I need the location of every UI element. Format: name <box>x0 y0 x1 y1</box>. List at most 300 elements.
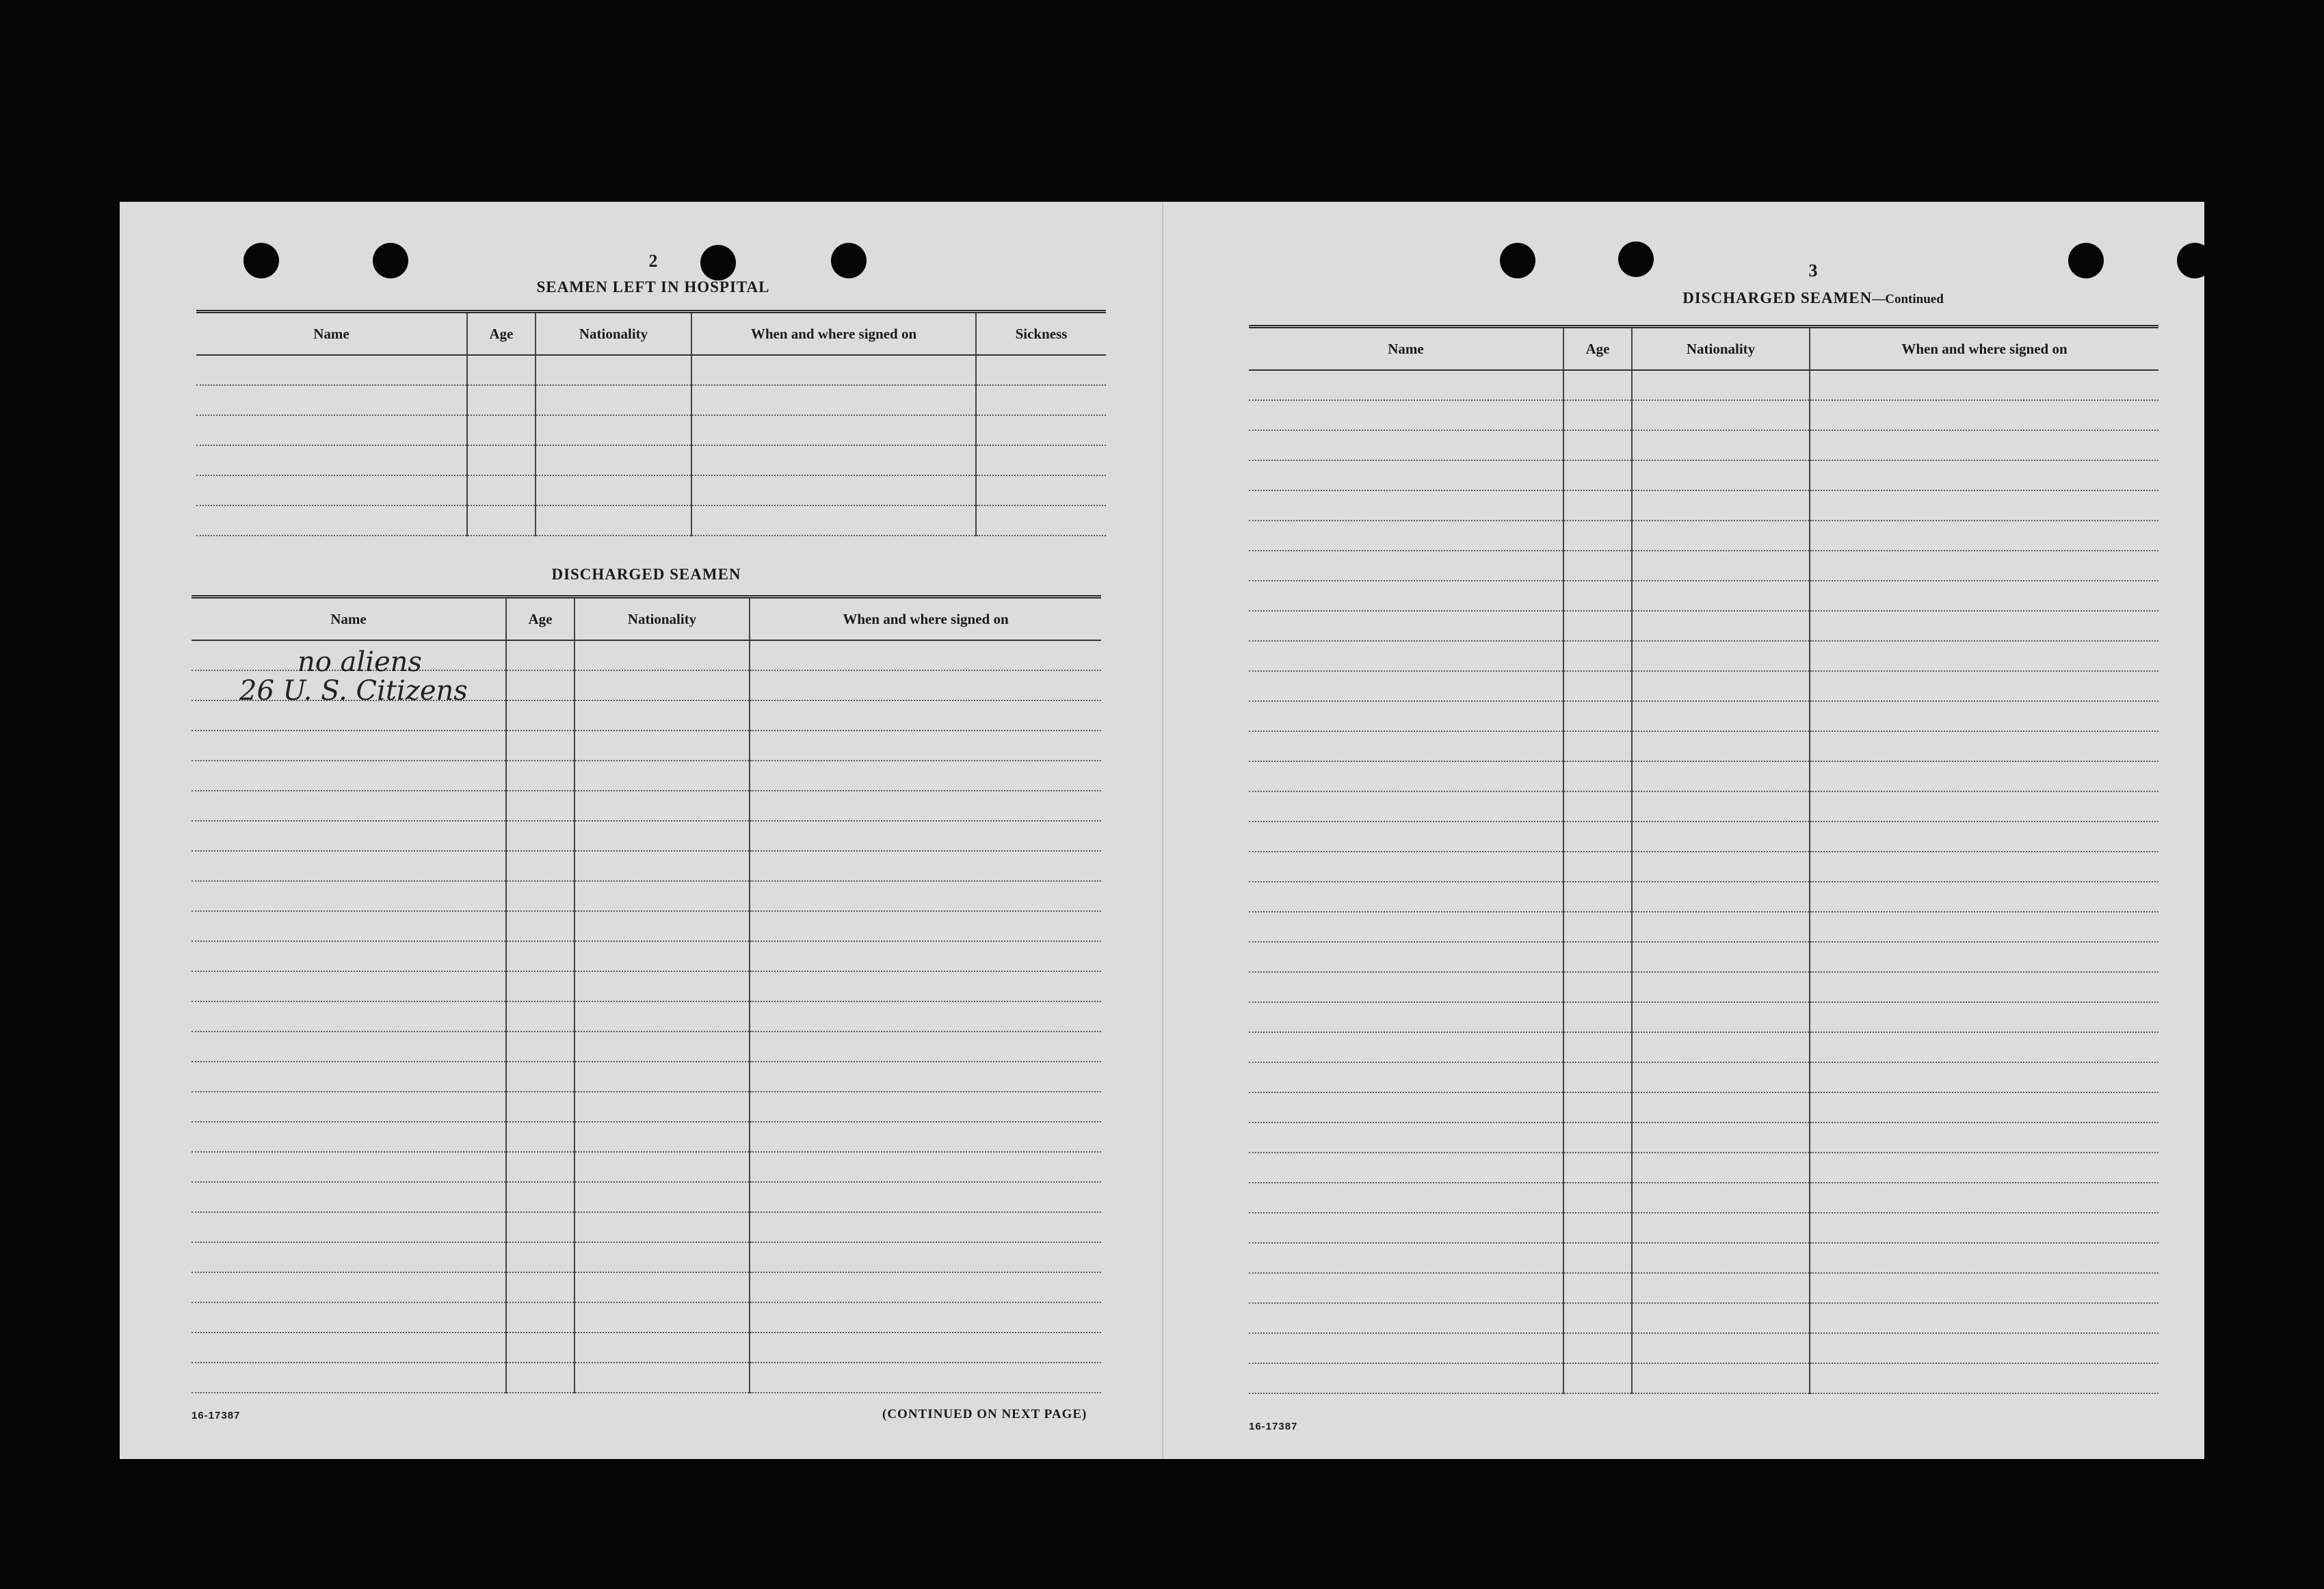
table-row <box>192 851 1101 881</box>
table-cell <box>1249 460 1563 490</box>
hospital-table <box>196 310 1106 536</box>
table-cell <box>575 911 750 941</box>
table-cell <box>192 1152 506 1182</box>
section-title-text: DISCHARGED SEAMEN <box>1682 289 1873 306</box>
table-cell <box>575 731 750 761</box>
table-cell <box>1810 1122 2158 1153</box>
table-cell <box>1563 490 1632 521</box>
table-cell <box>1810 490 2158 521</box>
table-cell <box>1249 701 1563 731</box>
table-cell <box>1563 1363 1632 1393</box>
table-cell <box>1632 972 1810 1002</box>
table-row <box>192 1302 1101 1332</box>
table-cell <box>196 385 467 415</box>
table-cell <box>1810 1333 2158 1363</box>
table-cell <box>1563 852 1632 882</box>
table-row <box>196 505 1106 536</box>
table-cell <box>1810 1243 2158 1273</box>
table-cell <box>1249 1273 1563 1303</box>
table-row <box>1249 1303 2158 1333</box>
table-cell <box>1810 791 2158 822</box>
table-cell <box>1563 1183 1632 1213</box>
table-cell <box>1810 430 2158 460</box>
table-cell <box>536 445 691 475</box>
table-cell <box>1249 521 1563 551</box>
table-cell <box>1632 1243 1810 1273</box>
table-row <box>196 445 1106 475</box>
table-cell <box>506 1272 575 1302</box>
table-cell <box>536 355 691 385</box>
table-cell <box>1632 490 1810 521</box>
table-cell <box>192 731 506 761</box>
table-row <box>192 1212 1101 1242</box>
table-row <box>1249 1273 2158 1303</box>
table-cell <box>192 1032 506 1062</box>
table-cell <box>1810 972 2158 1002</box>
table-cell <box>1249 942 1563 972</box>
column-header: Name <box>1249 327 1563 371</box>
table-row <box>196 385 1106 415</box>
table-cell <box>1563 430 1632 460</box>
table-cell <box>1249 1213 1563 1243</box>
table-cell <box>506 1242 575 1272</box>
right-page <box>1162 202 2204 1459</box>
table-cell <box>1563 611 1632 641</box>
table-row <box>1249 1183 2158 1213</box>
table-cell <box>750 791 1101 821</box>
column-header: Nationality <box>536 312 691 356</box>
table-cell <box>1810 1303 2158 1333</box>
table-cell <box>750 700 1101 731</box>
punch-hole <box>373 243 408 278</box>
table-cell <box>506 1032 575 1062</box>
punch-hole <box>2068 243 2104 278</box>
table-cell <box>1249 1183 1563 1213</box>
form-number: 16-17387 <box>192 1410 241 1421</box>
table-cell <box>1632 942 1810 972</box>
table-cell <box>1563 1243 1632 1273</box>
table-cell <box>1810 822 2158 852</box>
table-cell <box>506 1363 575 1393</box>
table-cell <box>506 731 575 761</box>
table-cell <box>976 355 1106 385</box>
discharged-section-title: DISCHARGED SEAMEN <box>551 566 741 583</box>
table-cell <box>575 670 750 700</box>
table-cell <box>1563 1122 1632 1153</box>
table-cell <box>1563 1333 1632 1363</box>
table-cell <box>575 1302 750 1332</box>
table-cell <box>506 881 575 911</box>
table-cell <box>1563 701 1632 731</box>
table-cell <box>1249 972 1563 1002</box>
table-cell <box>750 1092 1101 1122</box>
table-cell <box>750 1212 1101 1242</box>
table-cell <box>1563 1303 1632 1333</box>
table-cell <box>506 791 575 821</box>
table-cell <box>1632 1002 1810 1032</box>
table-row <box>1249 641 2158 671</box>
table-cell <box>691 445 976 475</box>
table-cell <box>750 1152 1101 1182</box>
table-cell <box>192 1182 506 1212</box>
table-cell <box>1632 1213 1810 1243</box>
discharged-seamen-continued-table <box>1249 325 2158 1394</box>
table-cell <box>1249 551 1563 581</box>
table-row <box>1249 581 2158 611</box>
table-cell <box>575 791 750 821</box>
table-row <box>1249 1153 2158 1183</box>
table-cell <box>506 761 575 791</box>
table-cell <box>1249 912 1563 942</box>
table-row <box>192 791 1101 821</box>
table-row <box>192 1032 1101 1062</box>
table-row <box>1249 1243 2158 1273</box>
table-cell <box>1563 551 1632 581</box>
column-header: Name <box>192 597 506 641</box>
table-cell <box>467 355 536 385</box>
table-cell <box>1563 1092 1632 1122</box>
table-cell <box>750 640 1101 670</box>
table-cell <box>691 355 976 385</box>
table-cell <box>1249 1062 1563 1092</box>
table-cell <box>1810 761 2158 791</box>
table-cell <box>1563 791 1632 822</box>
table-cell <box>1810 370 2158 400</box>
table-cell <box>1563 1273 1632 1303</box>
table-row <box>196 415 1106 445</box>
table-cell <box>506 1001 575 1032</box>
table-row <box>1249 701 2158 731</box>
table-cell <box>750 851 1101 881</box>
table-row <box>1249 400 2158 430</box>
table-cell <box>1632 701 1810 731</box>
column-header: Name <box>196 312 467 356</box>
table-cell <box>1249 1032 1563 1062</box>
table-row <box>196 475 1106 505</box>
table-cell <box>575 1182 750 1212</box>
table-cell <box>1810 701 2158 731</box>
table-row <box>192 1092 1101 1122</box>
table-cell <box>1249 611 1563 641</box>
table-cell <box>506 670 575 700</box>
punch-hole <box>700 245 736 280</box>
table-cell <box>1810 521 2158 551</box>
table-cell <box>506 1302 575 1332</box>
table-cell <box>1249 1002 1563 1032</box>
column-header: Nationality <box>575 597 750 641</box>
table-cell <box>192 761 506 791</box>
table-row <box>192 821 1101 851</box>
column-header: Sickness <box>976 312 1106 356</box>
table-cell <box>1810 551 2158 581</box>
table-cell <box>1810 1213 2158 1243</box>
table-cell <box>1563 1153 1632 1183</box>
table-cell <box>1810 581 2158 611</box>
table-cell <box>750 761 1101 791</box>
table-row <box>192 1242 1101 1272</box>
table-row <box>1249 822 2158 852</box>
table-cell <box>1249 1153 1563 1183</box>
table-cell <box>536 385 691 415</box>
table-cell <box>1810 611 2158 641</box>
table-cell <box>192 1092 506 1122</box>
left-page <box>120 202 1162 1459</box>
table-cell <box>1249 882 1563 912</box>
column-header: Age <box>467 312 536 356</box>
table-cell <box>1632 641 1810 671</box>
table-cell <box>1810 1062 2158 1092</box>
column-header: When and where signed on <box>750 597 1101 641</box>
table-row <box>1249 942 2158 972</box>
table-cell <box>1563 731 1632 761</box>
table-cell <box>1810 852 2158 882</box>
hospital-section-title: SEAMEN LEFT IN HOSPITAL <box>536 278 770 296</box>
table-cell <box>467 505 536 536</box>
table-cell <box>1632 1153 1810 1183</box>
table-row <box>192 1332 1101 1363</box>
table-row <box>1249 791 2158 822</box>
table-cell <box>192 881 506 911</box>
table-cell <box>192 1001 506 1032</box>
table-cell <box>506 851 575 881</box>
table-row <box>192 1001 1101 1032</box>
table-cell <box>1632 1032 1810 1062</box>
table-cell <box>192 791 506 821</box>
column-header: When and where signed on <box>691 312 976 356</box>
table-cell <box>467 475 536 505</box>
table-row <box>1249 430 2158 460</box>
table-cell <box>750 1122 1101 1152</box>
table-cell <box>575 1272 750 1302</box>
table-cell <box>1563 1032 1632 1062</box>
column-header: Age <box>506 597 575 641</box>
table-cell <box>1632 1303 1810 1333</box>
table-cell <box>575 1363 750 1393</box>
table-cell <box>750 1242 1101 1272</box>
table-cell <box>196 415 467 445</box>
table-cell <box>750 1272 1101 1302</box>
table-cell <box>506 971 575 1001</box>
table-cell <box>691 505 976 536</box>
table-cell <box>1249 641 1563 671</box>
table-cell <box>1563 370 1632 400</box>
table-cell <box>1632 400 1810 430</box>
table-cell <box>1563 400 1632 430</box>
table-cell <box>536 505 691 536</box>
table-cell <box>1563 761 1632 791</box>
table-cell <box>1563 671 1632 701</box>
table-cell <box>575 700 750 731</box>
table-cell <box>192 911 506 941</box>
table-row <box>192 971 1101 1001</box>
table-cell <box>1632 1092 1810 1122</box>
table-row <box>192 911 1101 941</box>
table-row <box>192 1062 1101 1092</box>
table-row <box>1249 882 2158 912</box>
table-row <box>1249 1213 2158 1243</box>
table-cell <box>1810 882 2158 912</box>
table-cell <box>1249 1243 1563 1273</box>
table-cell <box>575 1001 750 1032</box>
table-cell <box>750 1332 1101 1363</box>
table-cell <box>691 415 976 445</box>
table-cell <box>1632 611 1810 641</box>
table-cell <box>196 445 467 475</box>
table-cell <box>467 445 536 475</box>
table-cell <box>750 1032 1101 1062</box>
table-cell <box>750 1302 1101 1332</box>
table-cell <box>536 415 691 445</box>
table-cell <box>506 1122 575 1152</box>
table-cell <box>1249 1363 1563 1393</box>
table-cell <box>976 445 1106 475</box>
form-number: 16-17387 <box>1249 1421 1298 1432</box>
punch-hole <box>831 243 867 278</box>
table-cell <box>750 881 1101 911</box>
table-cell <box>750 1062 1101 1092</box>
table-cell <box>575 1332 750 1363</box>
table-cell <box>575 1242 750 1272</box>
table-cell <box>1810 1273 2158 1303</box>
column-header: Age <box>1563 327 1632 371</box>
table-cell <box>506 1152 575 1182</box>
table-cell <box>575 941 750 971</box>
table-row <box>1249 671 2158 701</box>
table-row <box>1249 761 2158 791</box>
table-row <box>1249 1092 2158 1122</box>
table-cell <box>192 941 506 971</box>
table-row <box>1249 370 2158 400</box>
table-cell <box>506 1182 575 1212</box>
table-cell <box>506 941 575 971</box>
table-cell <box>1810 460 2158 490</box>
table-cell <box>196 505 467 536</box>
table-cell <box>1249 822 1563 852</box>
table-cell <box>192 1062 506 1092</box>
table-cell <box>1810 1032 2158 1062</box>
table-cell <box>506 1062 575 1092</box>
table-cell <box>192 1212 506 1242</box>
table-cell <box>1810 641 2158 671</box>
table-cell <box>1810 731 2158 761</box>
table-cell <box>1632 882 1810 912</box>
continued-note: (CONTINUED ON NEXT PAGE) <box>882 1407 1087 1421</box>
table-cell <box>1632 791 1810 822</box>
table-row <box>192 1182 1101 1212</box>
table-cell <box>192 1332 506 1363</box>
table-cell <box>1249 400 1563 430</box>
table-cell <box>750 1363 1101 1393</box>
table-cell <box>976 475 1106 505</box>
table-cell <box>192 1242 506 1272</box>
table-row <box>1249 460 2158 490</box>
table-cell <box>1249 370 1563 400</box>
table-cell <box>1563 1002 1632 1032</box>
handwritten-note: 26 U. S. Citizens <box>239 675 468 707</box>
table-cell <box>506 1332 575 1363</box>
table-row <box>1249 731 2158 761</box>
table-cell <box>1563 1062 1632 1092</box>
ledger-spread <box>120 202 2204 1459</box>
table-cell <box>1632 581 1810 611</box>
table-cell <box>691 475 976 505</box>
table-row <box>192 731 1101 761</box>
table-row <box>1249 1002 2158 1032</box>
table-cell <box>1632 671 1810 701</box>
table-cell <box>575 971 750 1001</box>
table-row <box>1249 551 2158 581</box>
table-cell <box>536 475 691 505</box>
table-cell <box>1563 521 1632 551</box>
table-cell <box>976 505 1106 536</box>
table-cell <box>467 415 536 445</box>
table-cell <box>192 971 506 1001</box>
table-cell <box>575 1032 750 1062</box>
table-cell <box>506 1092 575 1122</box>
table-cell <box>196 475 467 505</box>
table-cell <box>750 911 1101 941</box>
discharged-seamen-table <box>192 595 1101 1393</box>
column-header: When and where signed on <box>1810 327 2158 371</box>
table-cell <box>575 821 750 851</box>
table-cell <box>1810 1363 2158 1393</box>
table-row <box>192 1272 1101 1302</box>
table-cell <box>1632 1062 1810 1092</box>
section-title-suffix: —Continued <box>1872 292 1944 306</box>
table-row <box>1249 852 2158 882</box>
punch-hole <box>1500 243 1535 278</box>
table-cell <box>1632 551 1810 581</box>
table-cell <box>1249 1333 1563 1363</box>
table-cell <box>1249 430 1563 460</box>
table-cell <box>1810 400 2158 430</box>
table-cell <box>750 941 1101 971</box>
page-number: 2 <box>648 251 658 271</box>
table-cell <box>1632 1273 1810 1303</box>
table-row <box>1249 611 2158 641</box>
table-cell <box>750 1182 1101 1212</box>
table-row <box>1249 972 2158 1002</box>
table-row <box>1249 1062 2158 1092</box>
table-cell <box>1563 912 1632 942</box>
table-cell <box>1249 581 1563 611</box>
table-cell <box>1632 370 1810 400</box>
table-cell <box>1810 671 2158 701</box>
table-cell <box>1563 972 1632 1002</box>
table-cell <box>1563 460 1632 490</box>
table-cell <box>1249 852 1563 882</box>
table-cell <box>506 911 575 941</box>
table-row <box>192 941 1101 971</box>
table-cell <box>1563 1213 1632 1243</box>
table-cell <box>1249 761 1563 791</box>
page-number: 3 <box>1808 261 1818 280</box>
table-row <box>192 761 1101 791</box>
table-cell <box>575 851 750 881</box>
table-cell <box>1249 731 1563 761</box>
table-cell <box>1249 791 1563 822</box>
table-cell <box>1810 942 2158 972</box>
table-cell <box>1632 430 1810 460</box>
table-cell <box>192 1302 506 1332</box>
table-cell <box>575 1122 750 1152</box>
table-cell <box>1632 1363 1810 1393</box>
table-cell <box>750 1001 1101 1032</box>
table-cell <box>575 1152 750 1182</box>
handwritten-note: no aliens <box>298 646 422 678</box>
table-cell <box>192 821 506 851</box>
table-cell <box>506 640 575 670</box>
